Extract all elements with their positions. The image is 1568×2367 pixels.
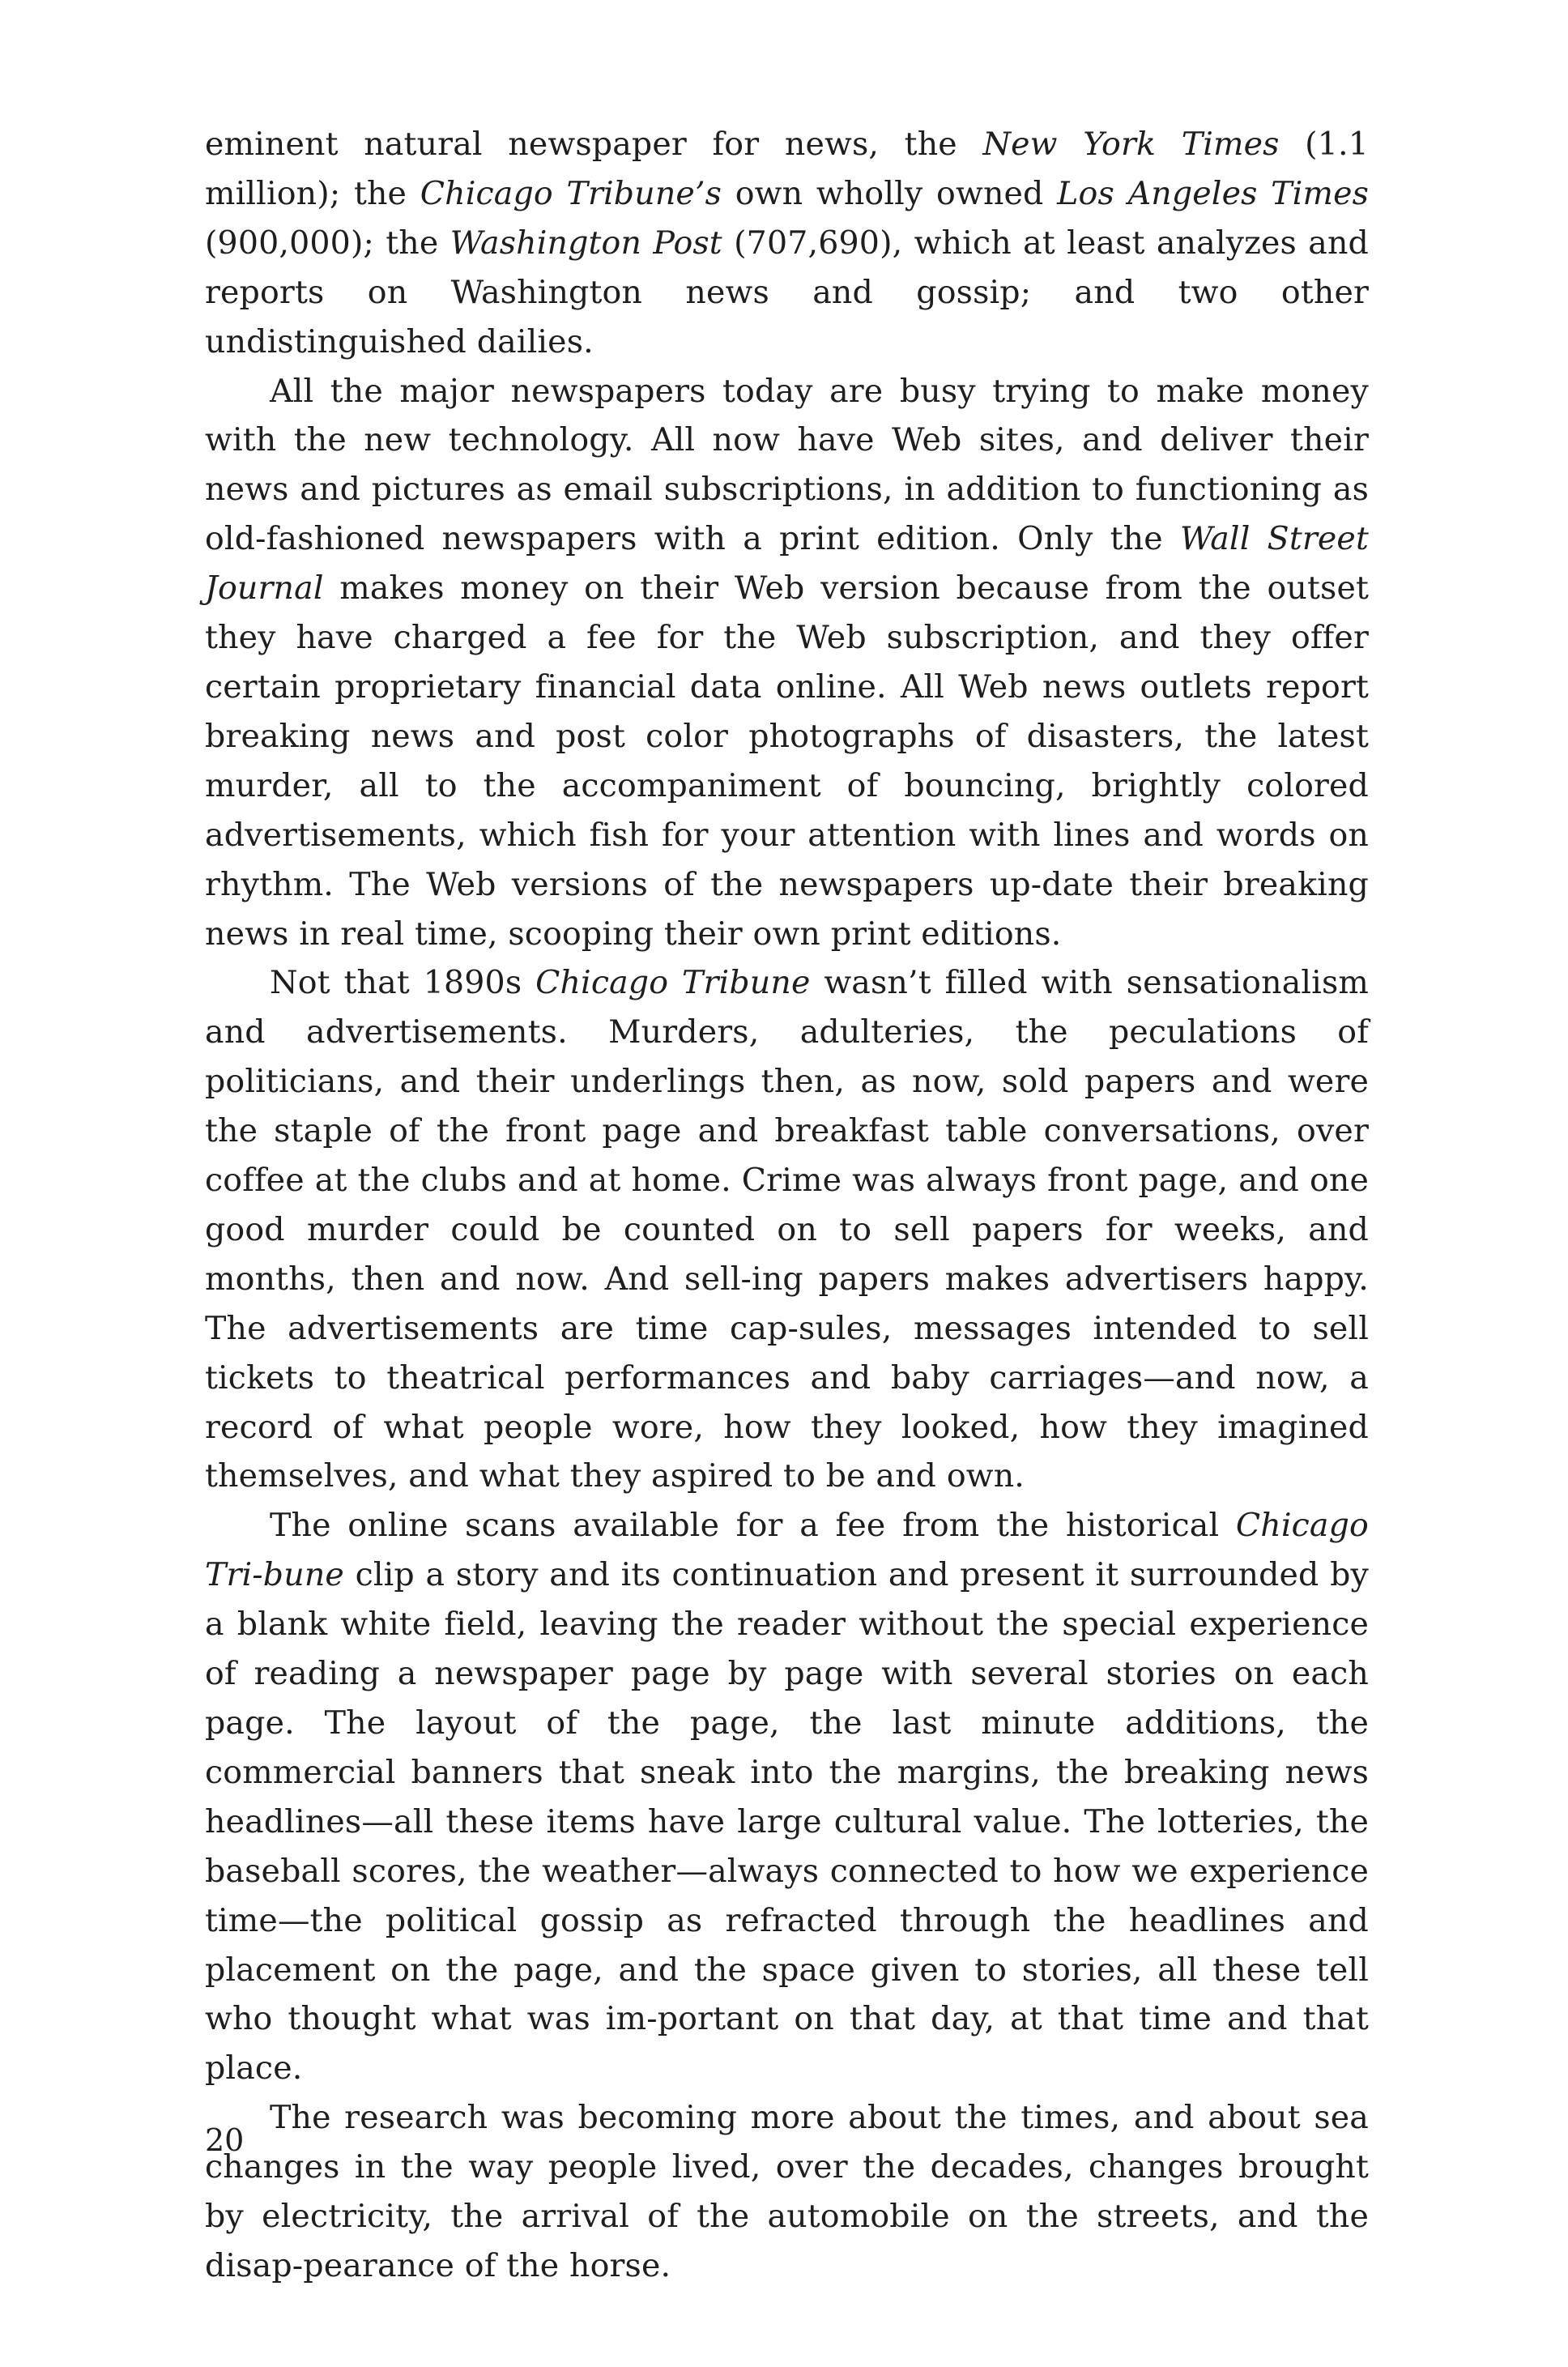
paragraph-5 [205, 2093, 1369, 2291]
paragraph-3 [205, 958, 1369, 1501]
paragraph-italic-text: Chicago Tri-bune [205, 1507, 1369, 1594]
paragraph-text: makes money on their Web version because from the outset they have charged a fee for the Web subscription, and they offer certain proprietary financial data online. All Web news outlets report breaking news and post color photographs of disasters, the latest murder, all to the accompaniment of bouncing, brightly colored advertisements, which fish for your attention with lines and words on rhythm. The Web versions of the newspapers up-date their breaking news in real time, scooping their own print editions. [205, 569, 1369, 953]
paragraph-1 [205, 120, 1369, 367]
page-number: 20 [205, 2122, 245, 2158]
paragraph-text: The online scans available for a fee from the historical [270, 1507, 1236, 1545]
page-body [205, 120, 1369, 2291]
paragraph-text: own wholly owned [722, 174, 1058, 212]
paragraph-italic-text: Wall Street Journal [205, 520, 1369, 608]
paragraph-text: wasn’t filled with sensationalism and advertisements. Murders, adulteries, the peculations of politicians, and their underlings then, as now, sold papers and were the staple of the front page and breakfast table conversations, over coffee at the clubs and at home. Crime was always front page, and one good murder could be counted on to sell papers for weeks, and months, then and now. And sell-ing papers makes advertisers happy. The advertisements are time cap-sules, messages intended to sell tickets to theatrical performances and baby carriages—and now, a record of what people wore, how they looked, how they imagined themselves, and what they aspired to be and own. [205, 964, 1369, 1495]
paragraph-italic-text: New York Times [982, 126, 1280, 163]
paragraph-text: All the major newspapers today are busy trying to make money with the new technology. All now have Web sites, and deliver their news and pictures as email subscriptions, in addition to functioning as old-fashioned newspapers with a print edition. Only the [205, 372, 1369, 558]
paragraph-text: clip a story and its continuation and present it surrounded by a blank white field, leaving the reader without the special experience of reading a newspaper page by page with several stories on each page. The layout of the page, the last minute additions, the commercial banners that sneak into the margins, the breaking news headlines—all these items have large cultural value. The lotteries, the baseball scores, the weather—always connected to how we experience time—the political gossip as refracted through the headlines and placement on the page, and the space given to stories, all these tell who thought what was im-portant on that day, at that time and that place. [205, 1556, 1369, 2088]
paragraph-italic-text: Washington Post [450, 224, 722, 262]
paragraph-4 [205, 1501, 1369, 2093]
paragraph-text: (1.1 million); the [205, 126, 1369, 212]
paragraph-text: The research was becoming more about the times, and about sea changes in the way people lived, over the decades, changes brought by electricity, the arrival of the automobile on the streets, and the disap-pearance of the horse. [205, 2099, 1369, 2284]
paragraph-text: eminent natural newspaper for news, the [205, 126, 983, 163]
paragraph-italic-text: Los Angeles Times [1057, 174, 1370, 212]
paragraph-text: Not that 1890s [270, 964, 536, 1002]
paragraph-italic-text: Chicago Tribune [535, 964, 811, 1002]
paragraph-text: (707,690), which at least analyzes and reports on Washington news and gossip; and two other undistinguished dailies. [205, 224, 1369, 360]
paragraph-italic-text: Chicago Tribune’s [420, 174, 722, 212]
paragraph-2 [205, 367, 1369, 959]
paragraph-text: (900,000); the [205, 224, 450, 262]
